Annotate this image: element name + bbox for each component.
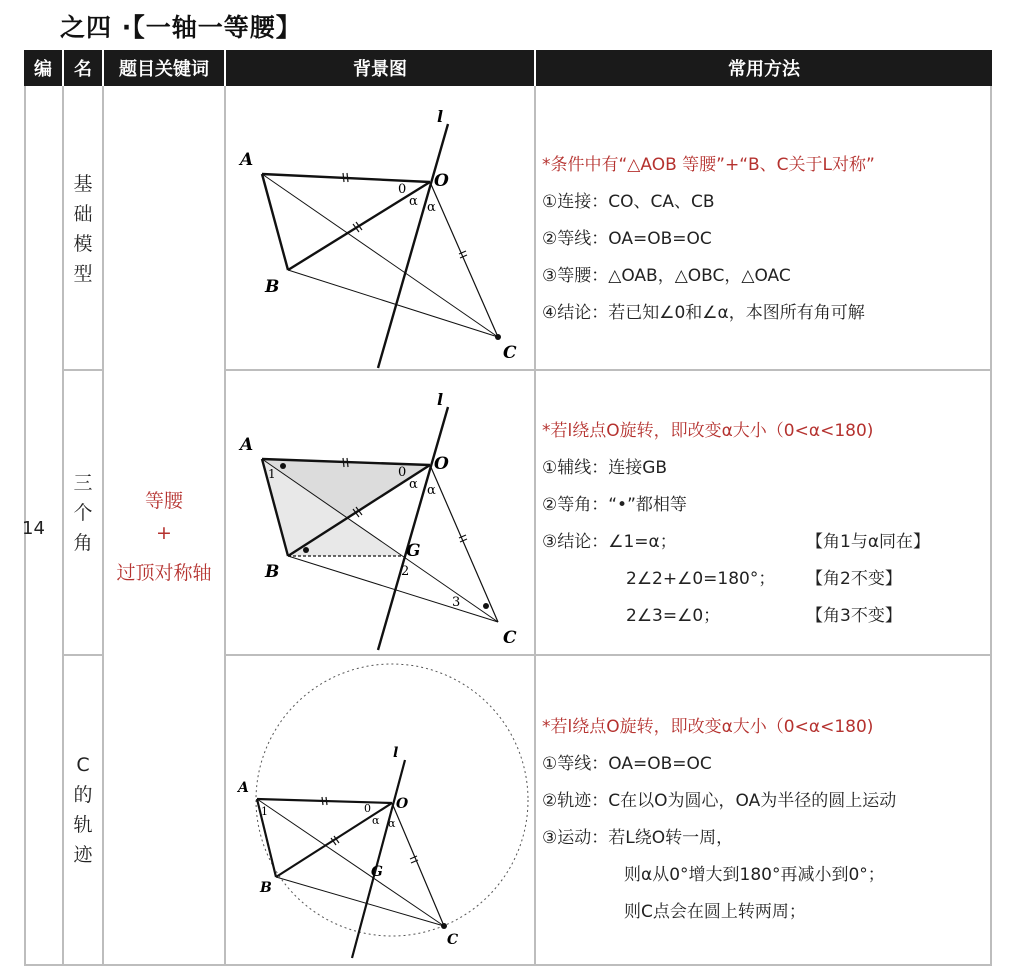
method-line: 2∠2+∠0=180°； xyxy=(626,569,776,589)
name-row3 xyxy=(64,656,102,964)
page-title: 之四 ·【一轴一等腰】 xyxy=(60,13,302,42)
item-number: 14 xyxy=(22,518,45,539)
method-line: 2∠3=∠0； xyxy=(626,606,721,626)
method-line: ②等线：OA=OB=OC xyxy=(542,229,712,249)
name-char: C xyxy=(76,754,90,776)
grid-line xyxy=(24,964,992,966)
method-line: 则C点会在圆上转两周； xyxy=(624,902,806,922)
label-zero: 0 xyxy=(398,465,407,480)
name-row2 xyxy=(64,371,102,654)
label-A: A xyxy=(238,780,249,796)
label-G: G xyxy=(406,541,421,561)
method-line: ②等角：“•”都相等 xyxy=(542,495,687,515)
label-two: 2 xyxy=(401,564,410,579)
label-three: 3 xyxy=(452,595,461,610)
name-char: 的 xyxy=(73,784,93,806)
name-char: 三 xyxy=(73,471,93,494)
name-char: 型 xyxy=(73,262,93,285)
keyword-line3: 过顶对称轴 xyxy=(116,562,212,584)
method-line: 则α从0°增大到180°再减小到0°； xyxy=(624,865,885,885)
name-char: 个 xyxy=(73,501,93,524)
label-alpha: α xyxy=(427,200,436,215)
name-row1 xyxy=(64,88,102,369)
label-l: l xyxy=(437,390,444,409)
header-name: 名 xyxy=(64,50,102,86)
grid-line xyxy=(534,86,536,966)
label-C: C xyxy=(503,343,517,363)
name-char: 轨 xyxy=(73,814,93,836)
label-B: B xyxy=(260,880,272,896)
method-condition: *若l绕点O旋转，即改变α大小（0<α<180) xyxy=(542,717,874,737)
label-C: C xyxy=(503,628,517,648)
figure-three-angles xyxy=(226,371,534,654)
header-method: 常用方法 xyxy=(536,50,992,86)
method-line: ③结论：∠1=α； xyxy=(542,532,677,552)
method-line: ③运动：若L绕O转一周， xyxy=(542,828,734,848)
header-figure: 背景图 xyxy=(226,50,534,86)
label-alpha: α xyxy=(409,477,418,492)
label-B: B xyxy=(265,277,280,297)
label-zero: 0 xyxy=(364,802,371,815)
label-B: B xyxy=(265,562,280,582)
label-l: l xyxy=(437,107,444,126)
header-keyword: 题目关键词 xyxy=(104,50,224,86)
figure-c-trajectory xyxy=(226,656,534,964)
label-alpha: α xyxy=(409,194,418,209)
label-C: C xyxy=(447,932,459,948)
name-char: 模 xyxy=(73,232,93,255)
label-zero: 0 xyxy=(398,182,407,197)
label-alpha: α xyxy=(372,814,380,827)
label-G: G xyxy=(371,864,383,880)
method-condition: *条件中有“△AOB 等腰”+“B、C关于L对称” xyxy=(542,155,875,175)
name-char: 角 xyxy=(73,531,93,554)
method-note: 【角1与α同在】 xyxy=(806,532,931,552)
label-O: O xyxy=(396,796,409,812)
label-O: O xyxy=(434,171,449,191)
keyword-line2: + xyxy=(156,522,172,544)
method-line: ②轨迹：C在以O为圆心，OA为半径的圆上运动 xyxy=(542,791,897,811)
figure-basic-model xyxy=(226,88,534,369)
name-char: 迹 xyxy=(73,844,93,866)
method-line: ①等线：OA=OB=OC xyxy=(542,754,712,774)
name-char: 基 xyxy=(73,172,93,195)
method-note: 【角2不变】 xyxy=(806,569,902,589)
grid-line xyxy=(990,86,992,966)
method-line: ④结论：若已知∠0和∠α，本图所有角可解 xyxy=(542,303,865,323)
method-condition: *若l绕点O旋转，即改变α大小（0<α<180) xyxy=(542,421,874,441)
method-note: 【角3不变】 xyxy=(806,606,902,626)
method-line: ①连接：CO、CA、CB xyxy=(542,192,715,212)
label-one: 1 xyxy=(261,805,268,818)
label-A: A xyxy=(240,150,254,170)
label-A: A xyxy=(240,435,254,455)
label-alpha: α xyxy=(427,483,436,498)
label-one: 1 xyxy=(268,467,276,481)
label-O: O xyxy=(434,454,449,474)
header-num: 编 xyxy=(24,50,62,86)
label-alpha: α xyxy=(388,817,396,830)
method-line: ③等腰：△OAB，△OBC，△OAC xyxy=(542,266,791,286)
method-line: ①辅线：连接GB xyxy=(542,458,668,478)
label-l: l xyxy=(393,745,399,761)
keyword-line1: 等腰 xyxy=(144,490,183,512)
name-char: 础 xyxy=(73,202,93,225)
